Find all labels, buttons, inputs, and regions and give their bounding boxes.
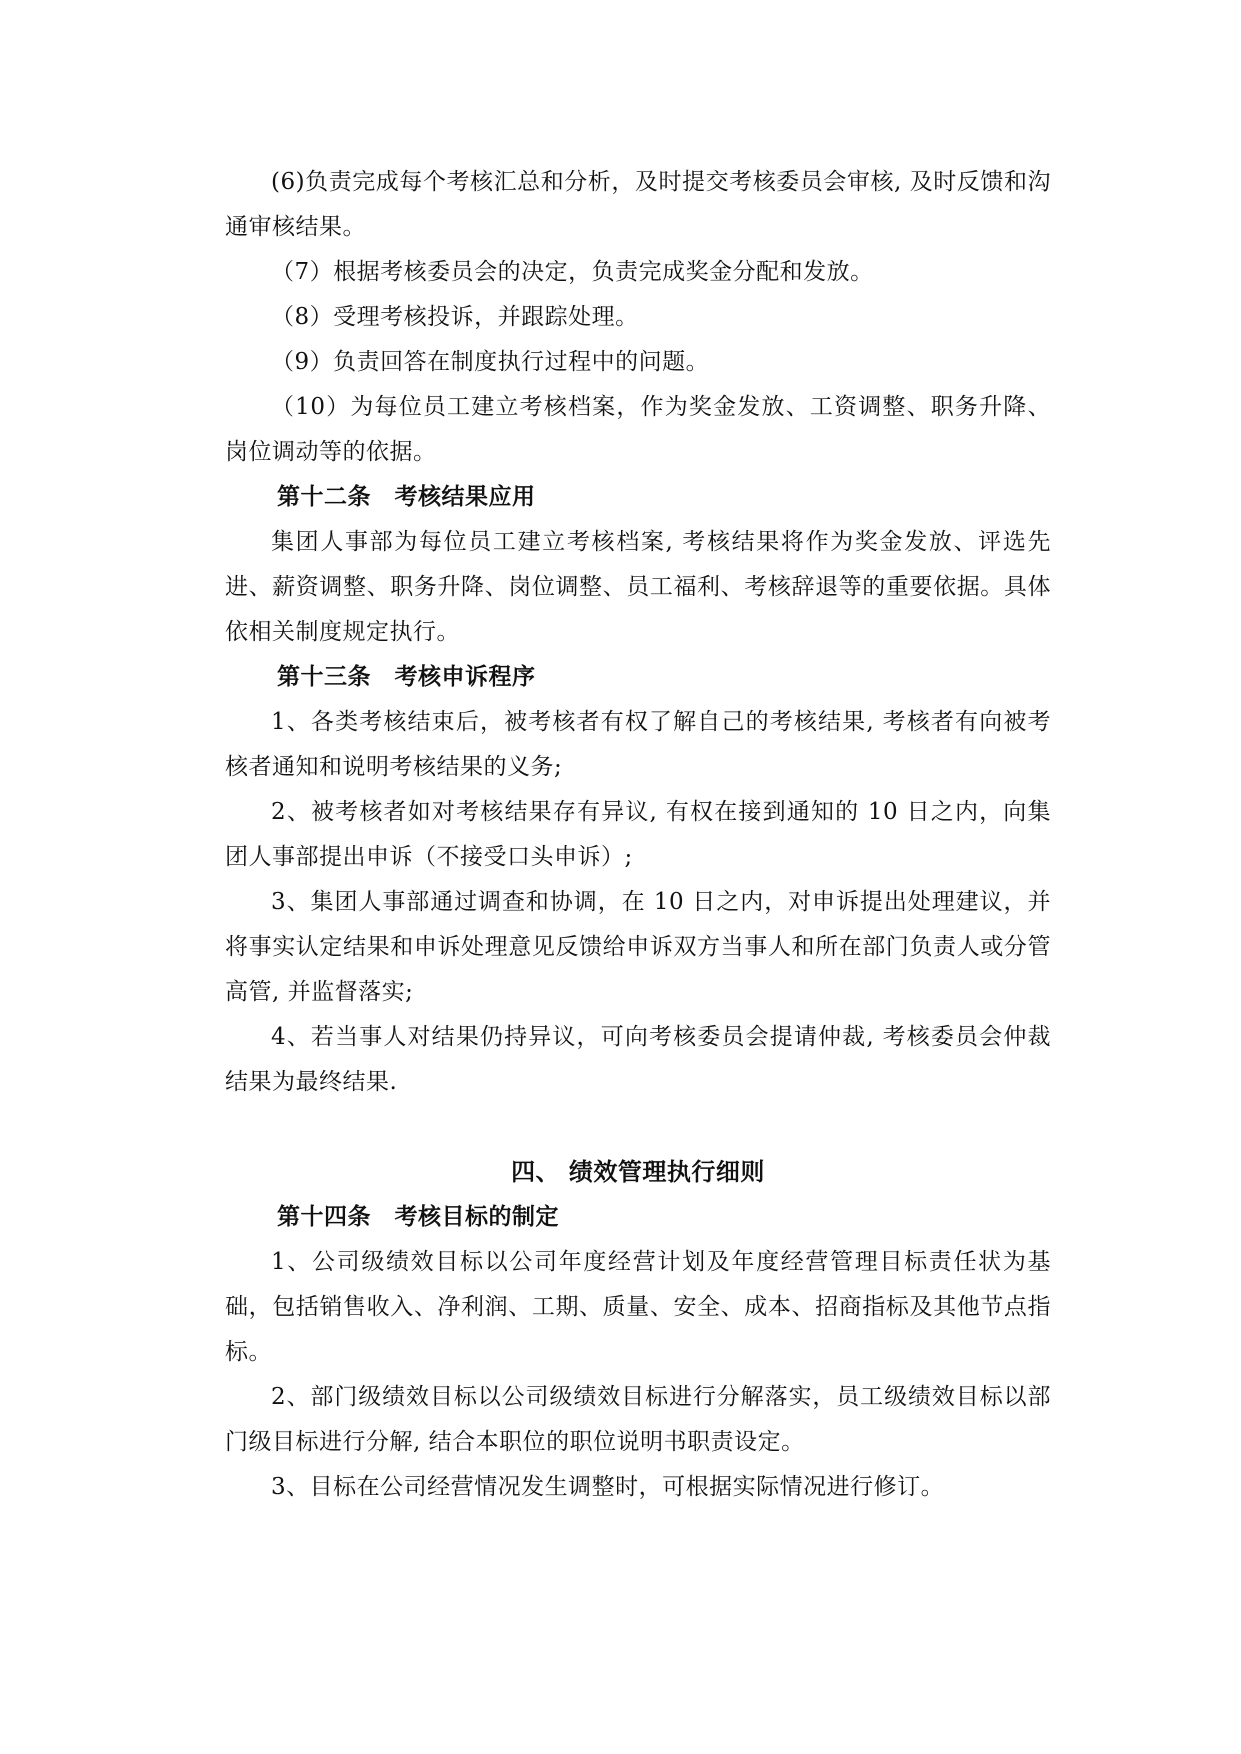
item-7-paragraph: （7）根据考核委员会的决定，负责完成奖金分配和发放。 [271, 259, 874, 285]
article-12-heading: 第十二条 考核结果应用 [277, 484, 536, 510]
appeal-2-paragraph: 2、被考核者如对考核结果存有异议, 有权在接到通知的 10 日之内，向集团人事部提出申诉（不接受口头申诉）; [225, 799, 1051, 870]
item-6-paragraph: (6)负责完成每个考核汇总和分析，及时提交考核委员会审核, 及时反馈和沟通审核结果。 [225, 169, 1051, 240]
item-8-paragraph: （8）受理考核投诉，并跟踪处理。 [271, 304, 639, 330]
article-13-heading: 第十三条 考核申诉程序 [277, 664, 536, 690]
appeal-1-paragraph: 1、各类考核结束后，被考核者有权了解自己的考核结果, 考核者有向被考核者通知和说明考核结果的义务; [225, 709, 1051, 780]
section-4-title: 四、 绩效管理执行细则 [511, 1158, 765, 1186]
document-body [225, 160, 1051, 1510]
goal-1-paragraph: 1、公司级绩效目标以公司年度经营计划及年度经营管理目标责任状为基础，包括销售收入、净利润、工期、质量、安全、成本、招商指标及其他节点指标。 [225, 1249, 1051, 1365]
article-12-paragraph: 集团人事部为每位员工建立考核档案, 考核结果将作为奖金发放、评选先进、薪资调整、职务升降、岗位调整、员工福利、考核辞退等的重要依据。具体依相关制度规定执行。 [225, 529, 1051, 645]
goal-2-paragraph: 2、部门级绩效目标以公司级绩效目标进行分解落实，员工级绩效目标以部门级目标进行分解, 结合本职位的职位说明书职责设定。 [225, 1384, 1051, 1455]
goal-3-paragraph: 3、目标在公司经营情况发生调整时，可根据实际情况进行修订。 [271, 1474, 945, 1500]
appeal-4-paragraph: 4、若当事人对结果仍持异议，可向考核委员会提请仲裁, 考核委员会仲裁结果为最终结果. [225, 1024, 1051, 1095]
item-9-paragraph: （9）负责回答在制度执行过程中的问题。 [271, 349, 710, 375]
appeal-3-paragraph: 3、集团人事部通过调查和协调，在 10 日之内，对申诉提出处理建议，并将事实认定结果和申诉处理意见反馈给申诉双方当事人和所在部门负责人或分管高管, 并监督落实; [225, 889, 1051, 1005]
item-10-paragraph: （10）为每位员工建立考核档案，作为奖金发放、工资调整、职务升降、岗位调动等的依据。 [225, 394, 1051, 465]
article-14-heading: 第十四条 考核目标的制定 [277, 1204, 559, 1230]
